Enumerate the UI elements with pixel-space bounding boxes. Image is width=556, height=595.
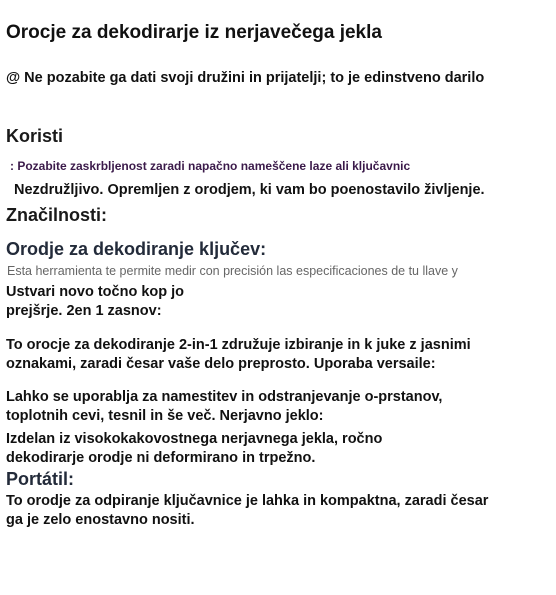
intro-text: @ Ne pozabite ga dati svoji družini in prijatelji; to je edinstveno darilo — [6, 70, 485, 86]
paragraph-usage: Lahko se uporablja za namestitev in odstranjevanje o-prstanov, toplotnih cevi, tesnil in še več. Nerjavno jeklo: — [6, 389, 443, 424]
tool-heading: Orodje za dekodiranje ključev: — [6, 239, 267, 259]
benefits-warning: : Pozabite zaskrbljenost zaradi napačno nameščene laze ali ključavnic — [10, 159, 411, 173]
features-heading: Značilnosti: — [6, 205, 108, 225]
paragraph-portable: To orodje za odpiranje ključavnice je lahka in kompaktna, zaradi česar ga je zelo enostavno nositi. — [6, 493, 489, 528]
portable-heading: Portátil: — [6, 469, 75, 489]
paragraph-2in1: To orocje za dekodiranje 2-in-1 združuje izbiranje in k juke z jasnimi oznakami, zaradi česar vaše delo preprosto. Uporaba versaile: — [6, 337, 471, 372]
spanish-note: Esta herramienta te permite medir con precisión las especificaciones de tu llave y — [7, 264, 458, 278]
create-line-2: prejšrje. 2en 1 zasnov: — [6, 303, 162, 319]
page-title: Orocje za dekodirarje iz nerjavečega jekla — [6, 22, 382, 43]
create-line-1: Ustvari novo točno kop jo — [6, 284, 185, 300]
paragraph-steel: Izdelan iz visokokakovostnega nerjavnega jekla, ročno dekodirarje orodje ni deformirano in trpežno. — [6, 431, 383, 466]
benefits-heading: Koristi — [6, 126, 64, 146]
benefits-line: Nezdružljivo. Opremljen z orodjem, ki vam bo poenostavilo življenje. — [14, 182, 485, 198]
